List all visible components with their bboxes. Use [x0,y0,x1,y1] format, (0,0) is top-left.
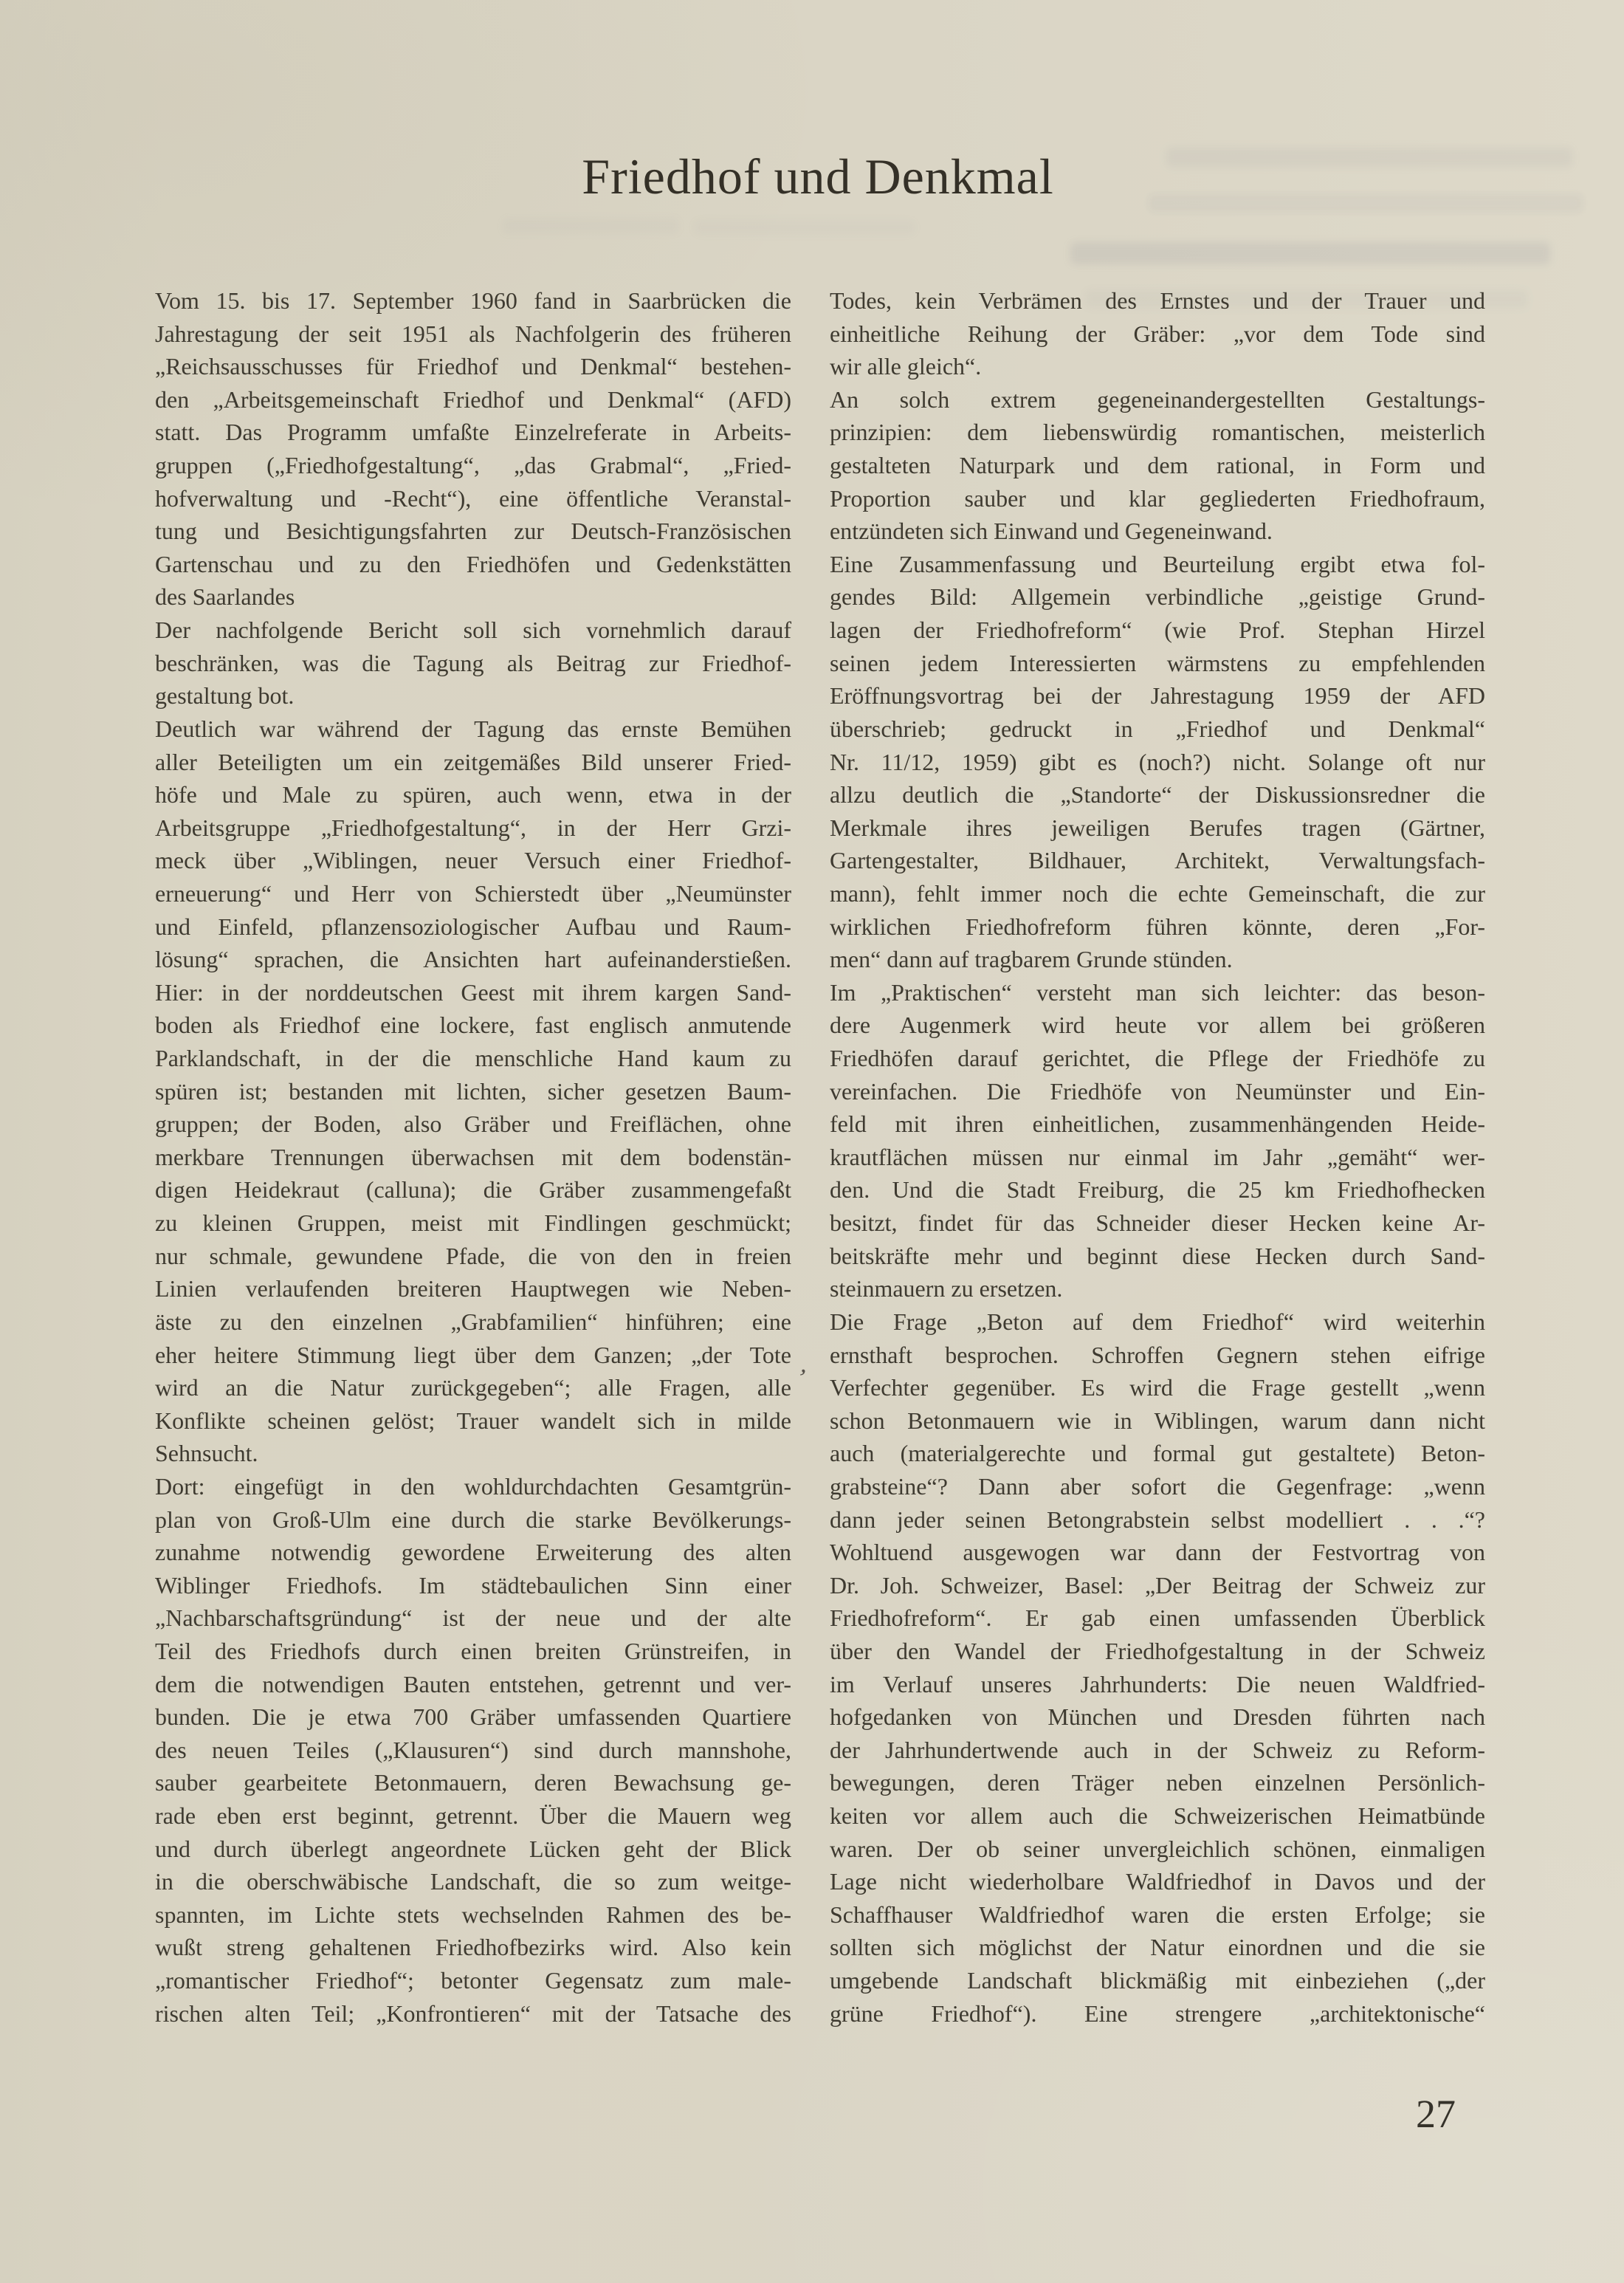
two-column-text-block [155,284,1485,2030]
text-line: Die Frage „Beton auf dem Friedhof“ wird weiterhin [830,1308,1485,1335]
text-line: Linien verlaufenden breiteren Hauptwegen wie Neben- [155,1275,791,1302]
text-column-left [155,284,791,2030]
text-line: über den Wandel der Friedhofgestaltung in der Schweiz [830,1637,1485,1664]
text-line: Wiblinger Friedhofs. Im städtebaulichen Sinn einer [155,1571,791,1599]
text-line: zunahme notwendig gewordene Erweiterung des alten [155,1539,791,1566]
text-line: steinmauern zu ersetzen. [830,1275,1063,1302]
text-line: „romantischer Friedhof“; betonter Gegensatz zum male- [155,1967,791,1994]
text-line: Teil des Friedhofs durch einen breiten Grünstreifen, in [155,1637,791,1664]
text-line: waren. Der ob seiner unvergleichlich schönen, einmaligen [830,1835,1485,1862]
text-line: überschrieb; gedruckt in „Friedhof und Denkmal“ [830,715,1485,742]
text-line: gruppen; der Boden, also Gräber und Freiflächen, ohne [155,1110,791,1138]
text-line: Konflikte scheinen gelöst; Trauer wandelt sich in milde [155,1407,791,1434]
text-line: auch (materialgerechte und formal gut gestaltete) Beton- [830,1440,1485,1467]
text-line: äste zu den einzelnen „Grabfamilien“ hinführen; eine [155,1308,791,1335]
text-line: boden als Friedhof eine lockere, fast englisch anmutende [155,1012,791,1039]
text-line: des neuen Teiles („Klausuren“) sind durch mannshohe, [155,1736,791,1763]
text-line: Vom 15. bis 17. September 1960 fand in Saarbrücken die [155,287,791,314]
bleed-through-artifact [1070,242,1550,264]
text-line: Arbeitsgruppe „Friedhofgestaltung“, in der Herr Grzi- [155,814,791,841]
text-line: der Jahrhundertwende auch in der Schweiz zu Reform- [830,1736,1485,1763]
text-line: Der nachfolgende Bericht soll sich vornehmlich darauf [155,617,791,644]
text-line: Parklandschaft, in der die menschliche Hand kaum zu [155,1045,791,1072]
text-line: rade eben erst beginnt, getrennt. Über die Mauern weg [155,1802,791,1830]
text-line: Deutlich war während der Tagung das ernste Bemühen [155,715,791,742]
text-line: umgebende Landschaft blickmäßig mit einbeziehen („der [830,1967,1485,1994]
text-line: vereinfachen. Die Friedhöfe von Neumünster und Ein- [830,1077,1485,1105]
text-line: Proportion sauber und klar gegliederten Friedhofraum, [830,484,1485,512]
text-line: höfe und Male zu spüren, auch wenn, etwa in der [155,781,791,809]
text-line: mann), fehlt immer noch die echte Gemeinschaft, die zur [830,879,1485,907]
text-line: Verfechter gegenüber. Es wird die Frage gestellt „wenn [830,1374,1485,1401]
text-line: und durch überlegt angeordnete Lücken geht der Blick [155,1835,791,1862]
text-line: dere Augenmerk wird heute vor allem bei größeren [830,1012,1485,1039]
text-line: krautflächen müssen nur einmal im Jahr „gemäht“ wer- [830,1143,1485,1170]
text-line: Sehnsucht. [155,1440,258,1467]
bleed-through-artifact [1148,193,1583,213]
text-line: spannten, im Lichte stets wechselnden Rahmen des be- [155,1901,791,1928]
text-line: gendes Bild: Allgemein verbindliche „geistige Grund- [830,583,1485,611]
text-line: erneuerung“ und Herr von Schierstedt über „Neumünster [155,879,791,907]
text-line: nur schmale, gewundene Pfade, die von den in freien [155,1242,791,1269]
text-line: sauber gearbeitete Betonmauern, deren Bewachsung ge- [155,1769,791,1796]
text-line: im Verlauf unseres Jahrhunderts: Die neuen Waldfried- [830,1670,1485,1697]
text-line: und Einfeld, pflanzensoziologischer Aufbau und Raum- [155,913,791,940]
text-line: dann jeder seinen Betongrabstein selbst modelliert . . .“? [830,1506,1485,1533]
bleed-through-artifact [502,218,679,234]
page-title: Friedhof und Denkmal [582,148,1054,205]
text-line: „Nachbarschaftsgründung“ ist der neue und der alte [155,1604,791,1632]
text-line: dem die notwendigen Bauten entstehen, getrennt und ver- [155,1670,791,1697]
text-line: men“ dann auf tragbarem Grunde stünden. [830,946,1233,973]
text-column-right [830,284,1485,2030]
text-line: statt. Das Programm umfaßte Einzelreferate in Arbeits- [155,419,791,446]
text-line: beschränken, was die Tagung als Beitrag zur Friedhof- [155,649,791,676]
text-line: gruppen („Friedhofgestaltung“, „das Grabmal“, „Fried- [155,452,791,479]
text-line: einheitliche Reihung der Gräber: „vor dem Tode sind [830,320,1485,347]
text-line: prinzipien: dem liebenswürdig romantischen, meisterlich [830,419,1485,446]
text-line: lagen der Friedhofreform“ (wie Prof. Stephan Hirzel [830,617,1485,644]
text-line: Gartengestalter, Bildhauer, Architekt, Verwaltungsfach- [830,847,1485,874]
text-line: lösung“ sprachen, die Ansichten hart aufeinanderstießen. [155,946,791,973]
text-line: keiten vor allem auch die Schweizerischen Heimatbünde [830,1802,1485,1830]
text-line: „Reichsausschusses für Friedhof und Denkmal“ bestehen- [155,353,791,380]
text-line: merkbare Trennungen überwachsen mit dem bodenstän- [155,1143,791,1170]
text-line: Lage nicht wiederholbare Waldfriedhof in Davos und der [830,1868,1485,1895]
text-line: An solch extrem gegeneinandergestellten Gestaltungs- [830,385,1485,413]
text-line: grüne Friedhof“). Eine strengere „architektonische“ [830,1999,1485,2027]
text-line: feld mit ihren einheitlichen, zusammenhängenden Heide- [830,1110,1485,1138]
text-line: des Saarlandes [155,583,295,611]
page-number: 27 [1416,2092,1456,2136]
text-line: wird an die Natur zurückgegeben“; alle Fragen, alle [155,1374,791,1401]
text-line: Dort: eingefügt in den wohldurchdachten Gesamtgrün- [155,1472,791,1500]
text-line: ernsthaft besprochen. Schroffen Gegnern stehen eifrige [830,1341,1485,1368]
text-line: schon Betonmauern wie in Wiblingen, warum dann nicht [830,1407,1485,1434]
text-line: in die oberschwäbische Landschaft, die so zum weitge- [155,1868,791,1895]
text-line: hofverwaltung und -Recht“), eine öffentliche Veranstal- [155,484,791,512]
text-line: gestaltung bot. [155,682,295,710]
text-line: Wohltuend ausgewogen war dann der Festvortrag von [830,1539,1485,1566]
text-line: Eröffnungsvortrag bei der Jahrestagung 1959 der AFD [830,682,1485,710]
text-line: meck über „Wiblingen, neuer Versuch einer Friedhof- [155,847,791,874]
bleed-through-artifact [1166,148,1572,167]
text-line: Merkmale ihres jeweiligen Berufes tragen (Gärtner, [830,814,1485,841]
text-line: Schaffhauser Waldfriedhof waren die ersten Erfolge; sie [830,1901,1485,1928]
text-line: gestalteten Naturpark und dem rational, in Form und [830,452,1485,479]
text-line: Nr. 11/12, 1959) gibt es (noch?) nicht. Solange oft nur [830,748,1485,775]
text-line: Gartenschau und zu den Friedhöfen und Gedenkstätten [155,550,791,577]
text-line: Jahrestagung der seit 1951 als Nachfolgerin des früheren [155,320,791,347]
text-line: hofgedanken von München und Dresden führten nach [830,1703,1485,1731]
text-line: aller Beteiligten um ein zeitgemäßes Bild unserer Fried- [155,748,791,775]
text-line: allzu deutlich die „Standorte“ der Diskussionsredner die [830,781,1485,809]
text-line: zu kleinen Gruppen, meist mit Findlingen geschmückt; [155,1209,791,1237]
text-line: wußt streng gehaltenen Friedhofbezirks wird. Also kein [155,1934,791,1961]
text-line: bunden. Die je etwa 700 Gräber umfassenden Quartiere [155,1703,791,1731]
text-line: bewegungen, deren Träger neben einzelnen Persönlich- [830,1769,1485,1796]
text-line: Friedhofreform“. Er gab einen umfassenden Überblick [830,1604,1485,1632]
text-line: grabsteine“? Dann aber sofort die Gegenfrage: „wenn [830,1472,1485,1500]
text-line: spüren ist; bestanden mit lichten, sicher gesetzen Baum- [155,1077,791,1105]
text-line: Im „Praktischen“ versteht man sich leichter: das beson- [830,978,1485,1006]
text-line: eher heitere Stimmung liegt über dem Ganzen; „der Tote [155,1341,791,1368]
text-line: tung und Besichtigungsfahrten zur Deutsch-Französischen [155,518,791,545]
text-line: Hier: in der norddeutschen Geest mit ihrem kargen Sand- [155,978,791,1006]
text-line: rischen alten Teil; „Konfrontieren“ mit der Tatsache des [155,1999,791,2027]
text-line: besitzt, findet für das Schneider dieser Hecken keine Ar- [830,1209,1485,1237]
text-line: Dr. Joh. Schweizer, Basel: „Der Beitrag der Schweiz zur [830,1571,1485,1599]
text-line: sollten sich möglichst der Natur einordnen und die sie [830,1934,1485,1961]
text-line: beitskräfte mehr und beginnt diese Hecken durch Sand- [830,1242,1485,1269]
text-line: wir alle gleich“. [830,353,982,380]
text-line: wirklichen Friedhofreform führen könnte, deren „For- [830,913,1485,940]
text-line: Eine Zusammenfassung und Beurteilung ergibt etwa fol- [830,550,1485,577]
text-line: entzündeten sich Einwand und Gegeneinwand. [830,518,1273,545]
bleed-through-artifact [694,220,915,235]
pencil-mark-artifact: ʼ [794,1364,809,1393]
text-line: seinen jedem Interessierten wärmstens zu empfehlenden [830,649,1485,676]
text-line: digen Heidekraut (calluna); die Gräber zusammengefaßt [155,1176,791,1204]
text-line: plan von Groß-Ulm eine durch die starke Bevölkerungs- [155,1506,791,1533]
text-line: Friedhöfen darauf gerichtet, die Pflege der Friedhöfe zu [830,1045,1485,1072]
text-line: Todes, kein Verbrämen des Ernstes und der Trauer und [830,287,1485,314]
text-line: den „Arbeitsgemeinschaft Friedhof und Denkmal“ (AFD) [155,385,791,413]
text-line: den. Und die Stadt Freiburg, die 25 km Friedhofhecken [830,1176,1485,1204]
